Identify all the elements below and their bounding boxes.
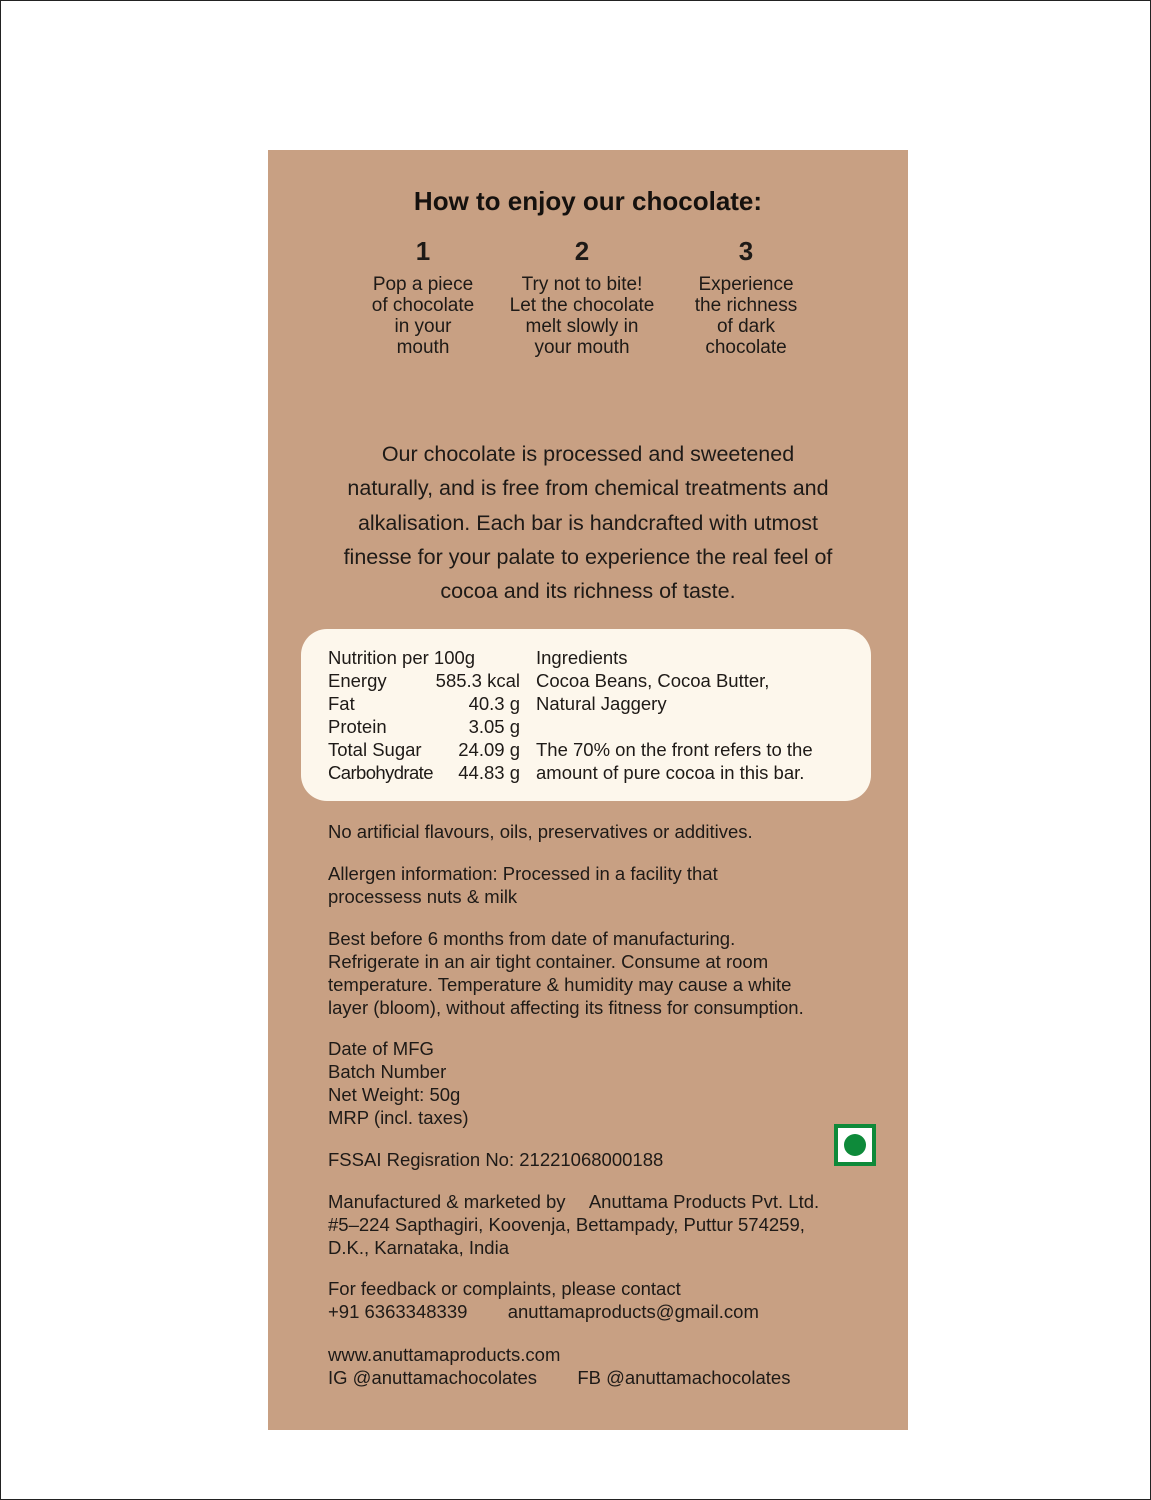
nutrition-label: Energy [328, 670, 387, 691]
batch-number: Batch Number [328, 1061, 447, 1082]
nutrition-label: Carbohydrate [328, 762, 433, 783]
vegetarian-mark-icon [834, 1124, 876, 1166]
manufacturer-info [328, 1190, 888, 1259]
date-of-mfg: Date of MFG [328, 1038, 434, 1059]
storage-line: temperature. Temperature & humidity may cause a white [328, 974, 792, 995]
step-text: Experience the richness of dark chocolate [694, 274, 798, 358]
net-weight: Net Weight: 50g [328, 1084, 461, 1105]
nutrition-label: Protein [328, 716, 387, 737]
step-2 [497, 236, 667, 358]
social-info [328, 1343, 888, 1389]
fssai-number: FSSAI Regisration No: 21221068000188 [328, 1149, 664, 1170]
about-line: Our chocolate is processed and sweetened [381, 442, 795, 466]
nutrition-row-protein [328, 715, 520, 738]
step-text: Try not to bite! Let the chocolate melt slowly in your mouth [509, 274, 655, 358]
about-line: alkalisation. Each bar is handcrafted with utmost [357, 510, 819, 535]
page-title: How to enjoy our chocolate: [413, 186, 763, 216]
product-fields [328, 1037, 888, 1129]
nutrition-label: Fat [328, 693, 355, 714]
manufacturer-company: Anuttama Products Pvt. Ltd. [588, 1191, 820, 1212]
storage-line: Best before 6 months from date of manufacturing. [328, 928, 736, 949]
ingredients-block [536, 646, 856, 715]
about-paragraph [298, 437, 878, 608]
ingredients-line: Natural Jaggery [536, 693, 667, 714]
cocoa-note-line: amount of pure cocoa in this bar. [536, 762, 805, 783]
vegetarian-dot [844, 1134, 866, 1156]
contact-info [328, 1277, 888, 1323]
nutrition-value: 24.09 g [458, 739, 520, 760]
nutrition-value: 3.05 g [468, 716, 520, 737]
step-number: 3 [738, 236, 754, 266]
allergen-line: processess nuts & milk [328, 886, 518, 907]
step-number: 2 [574, 236, 590, 266]
contact-phone[interactable]: +91 6363348339 [328, 1301, 468, 1322]
nutrition-label: Total Sugar [328, 739, 422, 760]
nutrition-value: 44.83 g [458, 762, 520, 783]
nutrition-heading: Nutrition per 100g [328, 647, 476, 668]
nutrition-row-fat [328, 692, 520, 715]
storage-line: Refrigerate in an air tight container. Consume at room [328, 951, 769, 972]
website-link[interactable]: www.anuttamaproducts.com [328, 1344, 561, 1365]
ingredients-heading: Ingredients [536, 647, 628, 668]
nutrition-row-energy [328, 669, 520, 692]
cocoa-note-line: The 70% on the front refers to the [536, 739, 813, 760]
allergen-info [328, 862, 888, 908]
storage-info [328, 927, 888, 1019]
about-line: naturally, and is free from chemical treatments and [347, 476, 829, 501]
step-number: 1 [415, 236, 431, 266]
storage-line: layer (bloom), without affecting its fitness for consumption. [328, 997, 804, 1018]
step-3 [661, 236, 831, 358]
mrp: MRP (incl. taxes) [328, 1107, 469, 1128]
facebook-handle[interactable]: FB @anuttamachocolates [577, 1367, 791, 1388]
nutrition-row-carbohydrate [328, 761, 520, 784]
about-line: cocoa and its richness of taste. [440, 579, 736, 604]
address-line: D.K., Karnataka, India [328, 1237, 509, 1258]
about-line: finesse for your palate to experience the real feel of [343, 544, 833, 569]
nutrition-row-total-sugar [328, 738, 520, 761]
step-1 [338, 236, 508, 358]
manufacturer-prefix: Manufactured & marketed by [328, 1191, 566, 1212]
contact-email[interactable]: anuttamaproducts@gmail.com [507, 1301, 759, 1322]
address-line: #5–224 Sapthagiri, Koovenja, Bettampady, Puttur 574259, [328, 1214, 805, 1235]
allergen-line: Allergen information: Processed in a facility that [328, 863, 718, 884]
instagram-handle[interactable]: IG @anuttamachocolates [328, 1367, 538, 1388]
cocoa-note [536, 738, 856, 784]
step-text: Pop a piece of chocolate in your mouth [371, 274, 475, 358]
nutrition-value: 585.3 kcal [435, 670, 520, 691]
contact-heading: For feedback or complaints, please contact [328, 1278, 681, 1299]
label-panel [268, 150, 908, 1430]
no-additives-note: No artificial flavours, oils, preservatives or additives. [328, 821, 753, 842]
nutrition-value: 40.3 g [468, 693, 520, 714]
ingredients-line: Cocoa Beans, Cocoa Butter, [536, 670, 770, 691]
nutrition-box [301, 629, 871, 801]
